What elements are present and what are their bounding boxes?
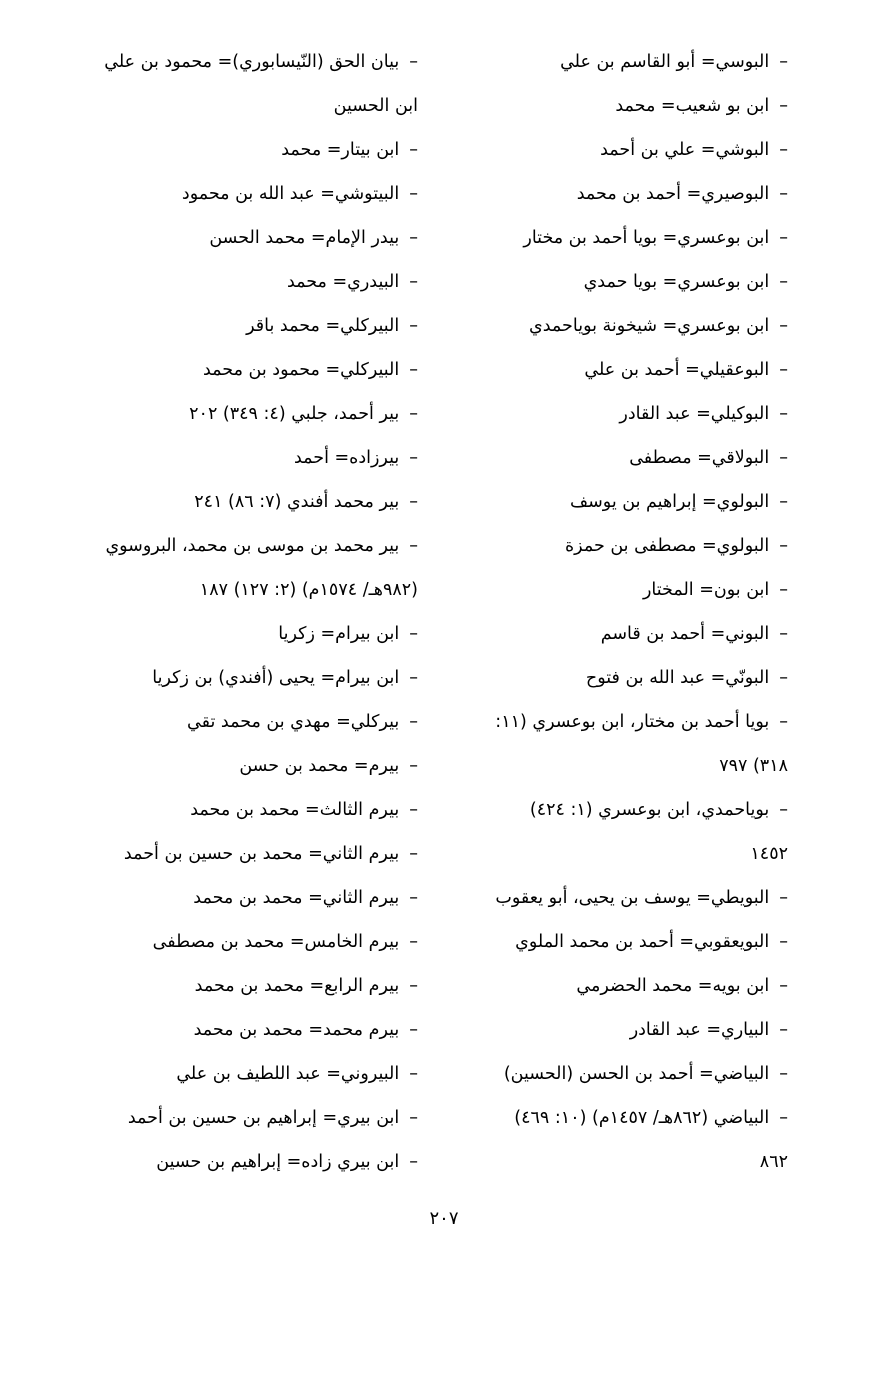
entry-dash: – bbox=[409, 52, 418, 72]
entry-text: البياضي= أحمد بن الحسن (الحسين) bbox=[503, 1064, 770, 1084]
index-entry bbox=[428, 920, 788, 964]
index-entry bbox=[48, 1140, 418, 1184]
index-entry bbox=[428, 612, 788, 656]
entry-dash: – bbox=[779, 536, 788, 556]
entry-text: بير أحمد، جلبي (٤: ٣٤٩) ٢٠٢ bbox=[189, 404, 400, 424]
index-entry bbox=[48, 348, 418, 392]
index-entry bbox=[48, 392, 418, 436]
index-entry bbox=[428, 40, 788, 84]
entry-dash: – bbox=[779, 96, 788, 116]
index-entry bbox=[428, 1008, 788, 1052]
entry-dash: – bbox=[779, 580, 788, 600]
entry-text: بوياحمدي، ابن بوعسري (١: ٤٢٤) bbox=[529, 800, 770, 820]
index-entry bbox=[48, 700, 418, 744]
entry-text: البوسي= أبو القاسم بن علي bbox=[560, 52, 770, 72]
entry-dash: – bbox=[409, 1108, 418, 1128]
entry-text: بيرم الثالث= محمد بن محمد bbox=[190, 800, 400, 820]
page-number: ٢٠٧ bbox=[429, 1208, 459, 1229]
entry-dash: – bbox=[409, 184, 418, 204]
entry-text: البونّي= عبد الله بن فتوح bbox=[585, 668, 770, 688]
entry-dash: – bbox=[409, 712, 418, 732]
entry-dash: – bbox=[779, 624, 788, 644]
entry-text: البولوي= إبراهيم بن يوسف bbox=[570, 492, 770, 512]
entry-dash: – bbox=[409, 1152, 418, 1172]
entry-dash: – bbox=[779, 184, 788, 204]
index-entry bbox=[428, 436, 788, 480]
index-entry bbox=[48, 832, 418, 876]
index-entry bbox=[428, 260, 788, 304]
entry-text: بيرم الرابع= محمد بن محمد bbox=[194, 976, 400, 996]
index-entry bbox=[48, 612, 418, 656]
entry-dash: – bbox=[779, 932, 788, 952]
entry-text: بويا أحمد بن مختار، ابن بوعسري (١١: bbox=[495, 712, 770, 732]
entry-continuation: ابن الحسين bbox=[333, 96, 418, 116]
entry-dash: – bbox=[779, 1108, 788, 1128]
index-entry bbox=[428, 348, 788, 392]
index-column-left bbox=[48, 40, 418, 1184]
entry-dash: – bbox=[409, 316, 418, 336]
entry-text: بير محمد بن موسى بن محمد، البروسوي bbox=[105, 536, 400, 556]
entry-dash: – bbox=[779, 668, 788, 688]
index-entry bbox=[48, 920, 418, 964]
index-entry bbox=[48, 128, 418, 172]
entry-text: ابن بيرام= يحيى (أفندي) بن زكريا bbox=[152, 668, 400, 688]
entry-text: بيرم الثاني= محمد بن محمد bbox=[193, 888, 400, 908]
entry-dash: – bbox=[409, 448, 418, 468]
index-entry bbox=[428, 216, 788, 260]
entry-text: بيرم محمد= محمد بن محمد bbox=[193, 1020, 400, 1040]
entry-dash: – bbox=[409, 888, 418, 908]
entry-dash: – bbox=[409, 536, 418, 556]
entry-dash: – bbox=[409, 844, 418, 864]
index-entry bbox=[428, 1052, 788, 1096]
entry-dash: – bbox=[779, 272, 788, 292]
entry-continuation: ١٤٥٢ bbox=[750, 844, 788, 864]
entry-dash: – bbox=[409, 360, 418, 380]
entry-text: البيركلي= محمد باقر bbox=[246, 316, 400, 336]
index-entry bbox=[48, 1008, 418, 1052]
index-entry bbox=[48, 480, 418, 524]
entry-text: البوشي= علي بن أحمد bbox=[600, 140, 770, 160]
entry-text: البياضي (٨٦٢هـ/ ١٤٥٧م) (١٠: ٤٦٩) bbox=[514, 1108, 770, 1128]
index-entry bbox=[48, 656, 418, 700]
entry-text: البولوي= مصطفى بن حمزة bbox=[565, 536, 770, 556]
entry-dash: – bbox=[409, 1020, 418, 1040]
entry-text: البوصيري= أحمد بن محمد bbox=[576, 184, 770, 204]
index-entry bbox=[48, 788, 418, 832]
entry-text: ابن بيري زاده= إبراهيم بن حسين bbox=[156, 1152, 400, 1172]
entry-dash: – bbox=[779, 316, 788, 336]
entry-dash: – bbox=[409, 140, 418, 160]
entry-text: البوعقيلي= أحمد بن علي bbox=[584, 360, 770, 380]
index-entry bbox=[48, 216, 418, 260]
entry-dash: – bbox=[409, 976, 418, 996]
entry-dash: – bbox=[409, 272, 418, 292]
entry-text: ابن بوعسري= شيخونة بوياحمدي bbox=[529, 316, 770, 336]
index-entry bbox=[48, 172, 418, 216]
entry-dash: – bbox=[779, 1020, 788, 1040]
entry-dash: – bbox=[779, 800, 788, 820]
entry-text: البيروني= عبد اللطيف بن علي bbox=[176, 1064, 400, 1084]
entry-text: البوكيلي= عبد القادر bbox=[619, 404, 770, 424]
index-entry bbox=[428, 656, 788, 700]
index-entry bbox=[48, 876, 418, 920]
entry-text: البياري= عبد القادر bbox=[629, 1020, 770, 1040]
entry-dash: – bbox=[779, 404, 788, 424]
index-entry bbox=[48, 260, 418, 304]
entry-continuation: ٣١٨) ٧٩٧ bbox=[719, 756, 788, 776]
entry-text: بيدر الإمام= محمد الحسن bbox=[209, 228, 400, 248]
entry-dash: – bbox=[779, 976, 788, 996]
entry-text: بيركلي= مهدي بن محمد تقي bbox=[187, 712, 400, 732]
entry-text: ابن بوعسري= بويا حمدي bbox=[583, 272, 770, 292]
entry-dash: – bbox=[409, 624, 418, 644]
entry-dash: – bbox=[779, 228, 788, 248]
index-entry bbox=[428, 788, 788, 876]
entry-text: البوني= أحمد بن قاسم bbox=[600, 624, 770, 644]
entry-text: بيرزاده= أحمد bbox=[293, 448, 400, 468]
index-entry bbox=[48, 744, 418, 788]
index-entry bbox=[428, 84, 788, 128]
entry-dash: – bbox=[779, 140, 788, 160]
entry-dash: – bbox=[779, 1064, 788, 1084]
index-entry bbox=[48, 40, 418, 128]
entry-continuation: (٩٨٢هـ/ ١٥٧٤م) (٢: ١٢٧) ١٨٧ bbox=[199, 580, 418, 600]
entry-text: ابن بون= المختار bbox=[642, 580, 770, 600]
index-entry bbox=[428, 480, 788, 524]
index-column-right bbox=[428, 40, 788, 1184]
entry-dash: – bbox=[409, 932, 418, 952]
entry-dash: – bbox=[409, 668, 418, 688]
entry-text: ابن بيتار= محمد bbox=[281, 140, 400, 160]
entry-text: البولاقي= مصطفى bbox=[629, 448, 770, 468]
index-entry bbox=[428, 1096, 788, 1184]
entry-dash: – bbox=[779, 52, 788, 72]
entry-text: ابن بيري= إبراهيم بن حسين بن أحمد bbox=[127, 1108, 400, 1128]
entry-dash: – bbox=[409, 492, 418, 512]
index-entry bbox=[48, 524, 418, 612]
index-entry bbox=[428, 524, 788, 568]
entry-text: البيدري= محمد bbox=[286, 272, 400, 292]
index-entry bbox=[428, 700, 788, 788]
entry-text: ابن بويه= محمد الحضرمي bbox=[576, 976, 770, 996]
index-entry bbox=[48, 1096, 418, 1140]
index-entry bbox=[48, 964, 418, 1008]
index-entry bbox=[428, 568, 788, 612]
index-entry bbox=[428, 128, 788, 172]
entry-text: البويعقوبي= أحمد بن محمد الملوي bbox=[515, 932, 770, 952]
entry-dash: – bbox=[779, 492, 788, 512]
entry-continuation: ٨٦٢ bbox=[759, 1152, 788, 1172]
entry-text: بيرم= محمد بن حسن bbox=[239, 756, 400, 776]
entry-dash: – bbox=[409, 228, 418, 248]
index-entry bbox=[428, 392, 788, 436]
entry-dash: – bbox=[779, 360, 788, 380]
entry-text: ابن بو شعيب= محمد bbox=[615, 96, 770, 116]
entry-text: بيرم الثاني= محمد بن حسين بن أحمد bbox=[123, 844, 400, 864]
index-entry bbox=[428, 172, 788, 216]
index-entry bbox=[48, 436, 418, 480]
entry-text: البيتوشي= عبد الله بن محمود bbox=[181, 184, 400, 204]
index-entry bbox=[428, 304, 788, 348]
index-entry bbox=[428, 964, 788, 1008]
index-entry bbox=[428, 876, 788, 920]
entry-dash: – bbox=[409, 1064, 418, 1084]
entry-dash: – bbox=[409, 756, 418, 776]
entry-text: ابن بيرام= زكريا bbox=[278, 624, 400, 644]
entry-dash: – bbox=[409, 404, 418, 424]
entry-text: البيركلي= محمود بن محمد bbox=[202, 360, 400, 380]
entry-dash: – bbox=[779, 712, 788, 732]
index-entry bbox=[48, 304, 418, 348]
entry-text: بيان الحق (النّيسابوري)= محمود بن علي bbox=[104, 52, 400, 72]
entry-text: بير محمد أفندي (٧: ٨٦) ٢٤١ bbox=[194, 492, 400, 512]
entry-dash: – bbox=[779, 888, 788, 908]
entry-text: البويطي= يوسف بن يحيى، أبو يعقوب bbox=[495, 888, 770, 908]
entry-dash: – bbox=[779, 448, 788, 468]
entry-text: بيرم الخامس= محمد بن مصطفى bbox=[152, 932, 400, 952]
index-entry bbox=[48, 1052, 418, 1096]
entry-text: ابن بوعسري= بويا أحمد بن مختار bbox=[523, 228, 770, 248]
entry-dash: – bbox=[409, 800, 418, 820]
